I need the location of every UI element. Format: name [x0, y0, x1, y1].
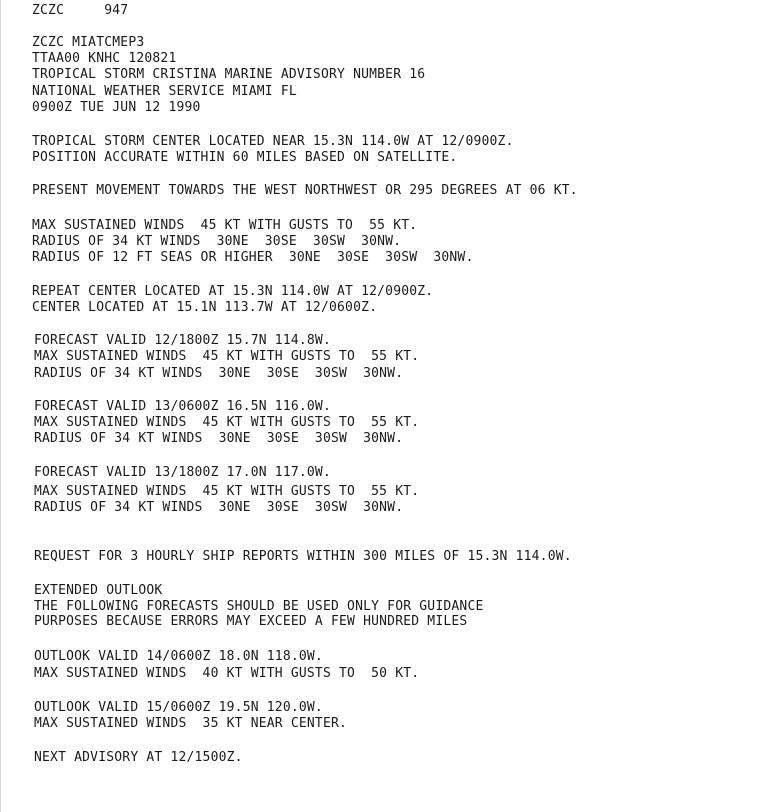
forecast-2-winds-line: MAX SUSTAINED WINDS 45 KT WITH GUSTS TO 55 KT.	[34, 415, 420, 430]
header-zczc-id-line: ZCZC MIATCMEP3	[32, 35, 145, 50]
next-advisory-line: NEXT ADVISORY AT 12/1500Z.	[34, 750, 243, 765]
extended-outlook-heading: EXTENDED OUTLOOK	[34, 583, 163, 598]
guidance-note-line-1: THE FOLLOWING FORECASTS SHOULD BE USED ONLY FOR GUIDANCE	[34, 599, 484, 614]
max-winds-line: MAX SUSTAINED WINDS 45 KT WITH GUSTS TO 55 KT.	[32, 218, 418, 233]
repeat-center-line: REPEAT CENTER LOCATED AT 15.3N 114.0W AT 12/0900Z.	[32, 284, 434, 299]
outlook-2-valid-line: OUTLOOK VALID 15/0600Z 19.5N 120.0W.	[34, 700, 323, 715]
position-accuracy-line: POSITION ACCURATE WITHIN 60 MILES BASED ON SATELLITE.	[32, 150, 458, 165]
previous-center-line: CENTER LOCATED AT 15.1N 113.7W AT 12/0600Z.	[32, 300, 378, 315]
forecast-3-radius-line: RADIUS OF 34 KT WINDS 30NE 30SE 30SW 30NW.	[34, 500, 404, 515]
outlook-1-winds-line: MAX SUSTAINED WINDS 40 KT WITH GUSTS TO 50 KT.	[34, 666, 420, 681]
center-location-line: TROPICAL STORM CENTER LOCATED NEAR 15.3N 114.0W AT 12/0900Z.	[32, 134, 514, 149]
movement-line: PRESENT MOVEMENT TOWARDS THE WEST NORTHWEST OR 295 DEGREES AT 06 KT.	[32, 183, 578, 198]
header-ttaa-line: TTAA00 KNHC 120821	[32, 51, 177, 66]
issuing-office: NATIONAL WEATHER SERVICE MIAMI FL	[32, 84, 297, 99]
forecast-3-winds-line: MAX SUSTAINED WINDS 45 KT WITH GUSTS TO 55 KT.	[34, 484, 420, 499]
outlook-2-winds-line: MAX SUSTAINED WINDS 35 KT NEAR CENTER.	[34, 716, 348, 731]
forecast-3-valid-line: FORECAST VALID 13/1800Z 17.0N 117.0W.	[34, 465, 331, 480]
issue-datetime: 0900Z TUE JUN 12 1990	[32, 100, 201, 115]
guidance-note-line-2: PURPOSES BECAUSE ERRORS MAY EXCEED A FEW HUNDRED MILES	[34, 614, 468, 629]
seas-radius-line: RADIUS OF 12 FT SEAS OR HIGHER 30NE 30SE 30SW 30NW.	[32, 250, 474, 265]
forecast-1-radius-line: RADIUS OF 34 KT WINDS 30NE 30SE 30SW 30NW.	[34, 366, 404, 381]
outlook-1-valid-line: OUTLOOK VALID 14/0600Z 18.0N 118.0W.	[34, 649, 323, 664]
advisory-title: TROPICAL STORM CRISTINA MARINE ADVISORY NUMBER 16	[32, 67, 426, 82]
forecast-2-radius-line: RADIUS OF 34 KT WINDS 30NE 30SE 30SW 30NW.	[34, 431, 404, 446]
wind-radius-line: RADIUS OF 34 KT WINDS 30NE 30SE 30SW 30NW.	[32, 234, 402, 249]
header-zczc-line: ZCZC 947	[32, 3, 129, 18]
forecast-1-winds-line: MAX SUSTAINED WINDS 45 KT WITH GUSTS TO 55 KT.	[34, 349, 420, 364]
ship-reports-request-line: REQUEST FOR 3 HOURLY SHIP REPORTS WITHIN 300 MILES OF 15.3N 114.0W.	[34, 549, 572, 564]
forecast-1-valid-line: FORECAST VALID 12/1800Z 15.7N 114.8W.	[34, 333, 331, 348]
forecast-2-valid-line: FORECAST VALID 13/0600Z 16.5N 116.0W.	[34, 399, 331, 414]
